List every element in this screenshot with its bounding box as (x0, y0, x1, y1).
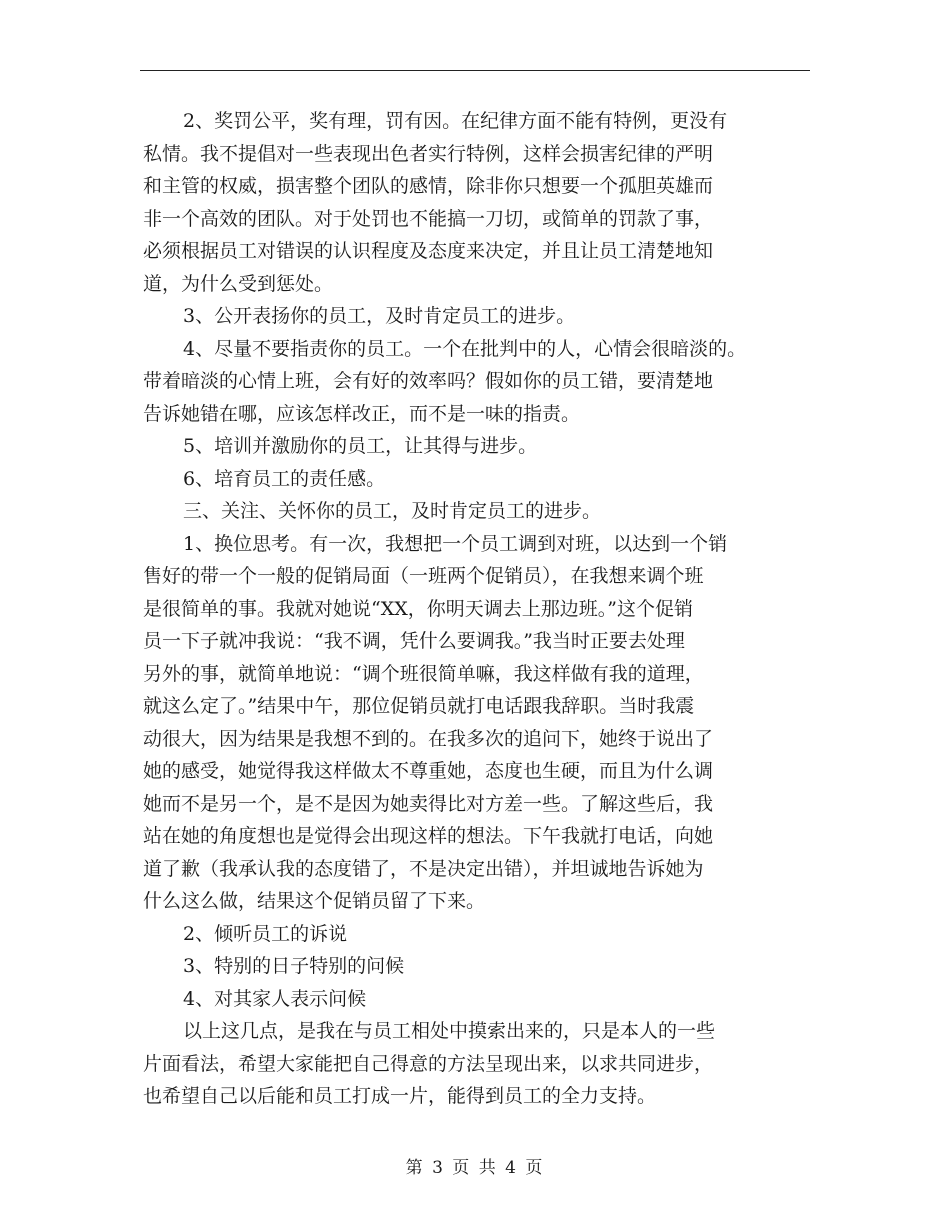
paragraph (143, 1015, 823, 1113)
header-rule (140, 70, 810, 71)
paragraph (143, 463, 823, 496)
text-line: 她的感受，她觉得我这样做太不尊重她，态度也生硬，而且为什么调 (143, 760, 714, 782)
text-line: 3、公开表扬你的员工，及时肯定员工的进步。 (183, 305, 576, 327)
text-line: 动很大，因为结果是我想不到的。在我多次的追问下，她终于说出了 (143, 727, 714, 750)
text-line: 是很简单的事。我就对她说“XX，你明天调去上那边班。”这个促销 (143, 597, 693, 620)
text-line: 私情。我不提倡对一些表现出色者实行特例，这样会损害纪律的严明 (143, 142, 714, 165)
text-line: 3、特别的日子特别的问候 (183, 955, 405, 977)
text-line: 带着暗淡的心情上班，会有好的效率吗？假如你的员工错，要清楚地 (143, 370, 714, 392)
text-line: 非一个高效的团队。对于处罚也不能搞一刀切，或简单的罚款了事， (143, 207, 714, 230)
text-line: 以上这几点，是我在与员工相处中摸索出来的，只是本人的一些 (183, 1020, 716, 1042)
text-line: 6、培育员工的责任感。 (183, 467, 386, 490)
text-line: 也希望自己以后能和员工打成一片，能得到员工的全力支持。 (143, 1085, 657, 1107)
document-body (143, 105, 823, 1113)
text-line: 道了歉（我承认我的态度错了，不是决定出错），并坦诚地告诉她为 (143, 857, 704, 880)
text-line: 售好的带一个一般的促销局面（一班两个促销员），在我想来调个班 (143, 565, 704, 587)
text-line: 4、对其家人表示问候 (183, 987, 367, 1010)
text-line: 站在她的角度想也是觉得会出现这样的想法。下午我就打电话，向她 (143, 825, 714, 847)
text-line: 4、尽量不要指责你的员工。一个在批判中的人，心情会很暗淡的。 (183, 337, 747, 360)
text-line: 2、倾听员工的诉说 (183, 922, 348, 945)
text-line: 她而不是另一个，是不是因为她卖得比对方差一些。了解这些后，我 (143, 792, 714, 815)
paragraph (143, 983, 823, 1016)
text-line: 和主管的权威，损害整个团队的感情，除非你只想要一个孤胆英雄而 (143, 175, 714, 197)
text-line: 员一下子就冲我说：“我不调，凭什么要调我。”我当时正要去处理 (143, 630, 685, 652)
page-number-footer: 第 3 页 共 4 页 (405, 1158, 545, 1178)
paragraph (143, 105, 823, 300)
text-line: 另外的事，就简单地说：“调个班很简单嘛，我这样做有我的道理， (143, 662, 704, 685)
text-line: 片面看法，希望大家能把自己得意的方法呈现出来，以求共同进步， (143, 1052, 714, 1075)
paragraph (143, 918, 823, 951)
text-line: 道，为什么受到惩处。 (143, 272, 334, 295)
text-line: 1、换位思考。有一次，我想把一个员工调到对班，以达到一个销 (183, 532, 728, 555)
paragraph (143, 430, 823, 463)
paragraph (143, 495, 823, 528)
paragraph (143, 333, 823, 431)
text-line: 什么这么做，结果这个促销员留了下来。 (143, 890, 486, 912)
text-line: 2、奖罚公平，奖有理，罚有因。在纪律方面不能有特例，更没有 (183, 110, 728, 132)
text-line: 必须根据员工对错误的认识程度及态度来决定，并且让员工清楚地知 (143, 240, 714, 262)
paragraph (143, 300, 823, 333)
paragraph (143, 950, 823, 983)
text-line: 三、关注、关怀你的员工，及时肯定员工的进步。 (183, 500, 602, 522)
text-line: 5、培训并激励你的员工，让其得与进步。 (183, 435, 538, 457)
text-line: 就这么定了。”结果中午，那位促销员就打电话跟我辞职。当时我震 (143, 695, 695, 717)
paragraph (143, 528, 823, 918)
text-line: 告诉她错在哪，应该怎样改正，而不是一味的指责。 (143, 402, 581, 425)
